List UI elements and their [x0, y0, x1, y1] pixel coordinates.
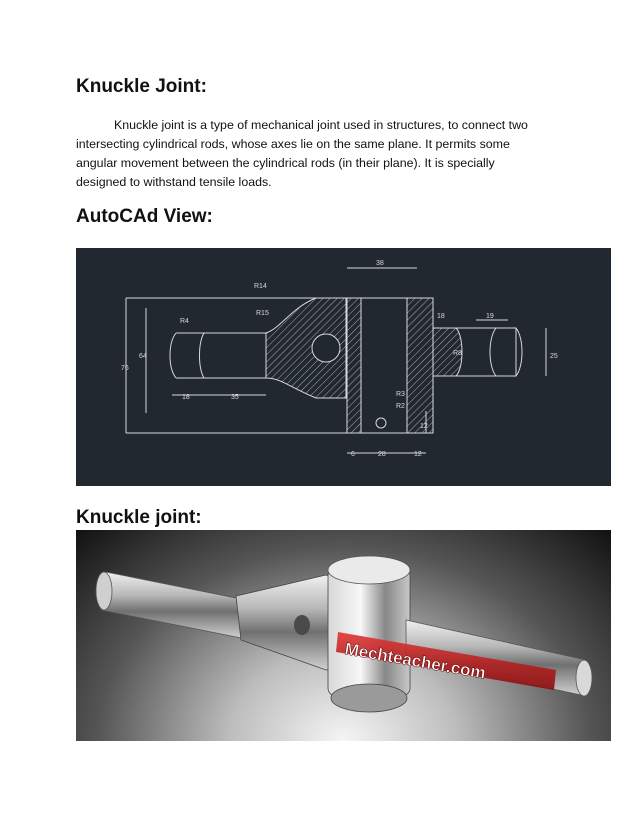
- section-heading-autocad: AutoCAd View:: [76, 206, 213, 227]
- paragraph-text: Knuckle joint is a type of mechanical joint used in structures, to connect two intersecting cylindrical rods, whose axes lie on the same plane. It permits some angular movement between the cylindrical rods (in their plane). It is specially designed to withstand tensile loads.: [76, 118, 528, 189]
- right-rod-end: [516, 328, 522, 376]
- left-rod-neck: [200, 333, 205, 378]
- autocad-drawing: [76, 248, 611, 486]
- left-rod-end: [96, 572, 112, 610]
- watermark-text: Mechteacher.com: [343, 639, 488, 683]
- cad-drawing-svg: [76, 248, 611, 486]
- label-dim-18-right: 18: [437, 313, 445, 320]
- render-svg: [76, 530, 611, 741]
- pin-block-hatch-left: [347, 298, 361, 433]
- fork-eye: [312, 334, 340, 362]
- label-dim-19: 19: [486, 313, 494, 320]
- pin-bottom: [331, 684, 407, 712]
- center-pin: [328, 568, 410, 696]
- label-dim-25: 25: [550, 353, 558, 360]
- knuckle-joint-render: [76, 530, 611, 741]
- right-rod-outline: [456, 328, 516, 376]
- left-rod-end: [170, 333, 176, 378]
- label-r3: R3: [396, 391, 405, 398]
- label-r14: R14: [254, 283, 267, 290]
- right-rod-end: [576, 660, 592, 696]
- label-r8: R8: [453, 350, 462, 357]
- label-r15: R15: [256, 310, 269, 317]
- description-paragraph: [76, 116, 546, 192]
- right-rod-neck: [490, 328, 496, 376]
- label-dim-12-v: 12: [420, 423, 428, 430]
- pin-top: [328, 556, 410, 584]
- label-r2: R2: [396, 403, 405, 410]
- section-heading-knuckle-render: Knuckle joint:: [76, 507, 202, 528]
- pin-hole: [376, 418, 386, 428]
- label-dim-64: 64: [139, 353, 147, 360]
- label-dim-6: 6: [351, 451, 355, 458]
- left-rod: [101, 572, 246, 638]
- label-dim-28: 28: [378, 451, 386, 458]
- left-rod-outline: [176, 333, 266, 378]
- label-dim-18-left: 18: [182, 394, 190, 401]
- page-title: Knuckle Joint:: [76, 76, 207, 97]
- label-dim-76: 76: [121, 365, 129, 372]
- pin-block-hatch-right: [407, 298, 433, 433]
- label-r4: R4: [180, 318, 189, 325]
- label-dim-38: 38: [376, 260, 384, 267]
- label-dim-12-h: 12: [414, 451, 422, 458]
- fork-hole: [294, 615, 310, 635]
- label-dim-35: 35: [231, 394, 239, 401]
